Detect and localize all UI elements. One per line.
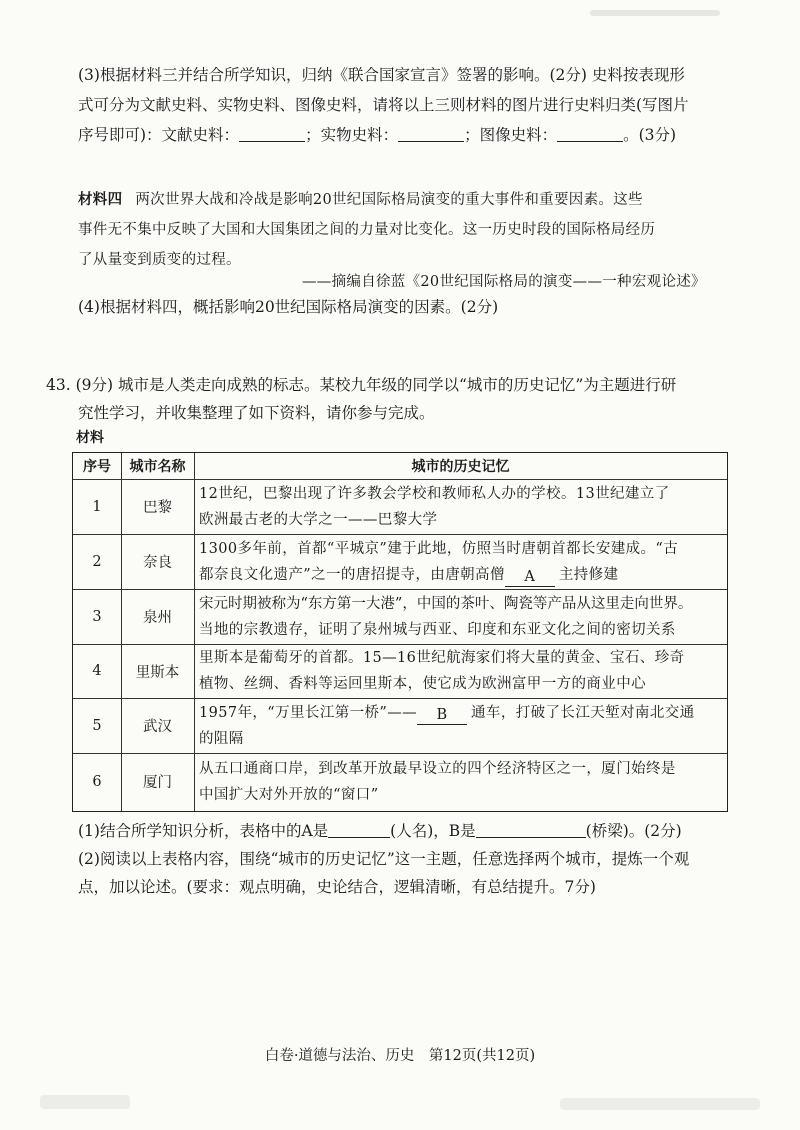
q43-sub2-line1: (2)阅读以上表格内容，围绕“城市的历史记忆”这一主题，任意选择两个城市，提炼一个观 [78,850,690,868]
memory-line1: 1957年，“万里长江第一桥”—— B 通车，打破了长江天堑对南北交通 [199,705,695,723]
memory-line1: 1300多年前，首都“平城京”建于此地，仿照当时唐朝首都长安建成。“古 [199,541,679,557]
table-row-city: 里斯本 [135,664,180,681]
q42-sub3-line3 [78,120,676,150]
memory-line2: 都奈良文化遗产”之一的唐招提寺，由唐朝高僧 A 主持修建 [199,567,619,585]
table-row-num: 4 [92,663,102,679]
table-row-city: 巴黎 [143,500,172,516]
q42-sub3-line2: 式可分为文献史料、实物史料、图像史料，请将以上三则材料的图片进行史料归类(写图片 [78,96,689,114]
table-row-memory [199,481,725,533]
q43-sub1: (1)结合所学知识分析，表格中的A是 (人名)，B是 (桥梁)。(2分) [78,816,682,846]
table-header-memory: 城市的历史记忆 [411,459,510,475]
memory-line1: 里斯本是葡萄牙的首都。15—16世纪航海家们将大量的黄金、宝石、珍奇 [199,650,685,666]
material4-source: ——摘编自徐蓝《20世纪国际格局的演变——一种宏观论述》 [302,274,706,290]
table-row-memory [199,700,725,752]
memory-line2: 欧洲最古老的大学之一——巴黎大学 [199,512,438,528]
table-row-memory [199,536,725,588]
q42-sub3-label-obj: ；实物史料： [305,126,399,144]
answer-blank-bridge[interactable] [476,819,586,838]
q42-sub3-score: 。(3分) [623,126,677,144]
q43-material-label: 材料 [76,430,104,446]
material4-text1: 两次世界大战和冷战是影响20世纪国际格局演变的重大事件和重要因素。这些 [135,192,643,208]
q43-intro-line1: 43. (9分) 城市是人类走向成熟的标志。某校九年级的同学以“城市的历史记忆”为主题进行研 [46,376,677,394]
q43-intro-line2: 究性学习，并收集整理了如下资料，请你参与完成。 [78,404,435,422]
scan-smudge [590,10,720,16]
material4-line2: 事件无不集中反映了大国和大国集团之间的力量对比变化。这一历史时段的国际格局经历 [78,222,656,238]
answer-blank-doc[interactable] [239,123,305,142]
material4-line1 [78,185,643,215]
table-row-num: 6 [92,773,102,790]
scan-smudge [40,1095,130,1109]
material4-line3: 了从量变到质变的过程。 [78,252,241,268]
table-row-city: 武汉 [143,719,172,735]
memory-line2: 植物、丝绸、香料等运回里斯本，使它成为欧洲富甲一方的商业中心 [199,676,646,692]
memory-line2: 的阻隔 [199,731,244,747]
q42-sub4: (4)根据材料四，概括影响20世纪国际格局演变的因素。(2分) [78,298,499,316]
table-row-num: 2 [92,553,102,570]
table-header-num: 序号 [83,459,111,475]
table-header-city: 城市名称 [129,459,186,475]
memory-line2: 中国扩大对外开放的“窗口” [199,787,379,803]
scan-smudge [560,1098,760,1110]
q42-sub3-label-doc: 序号即可)：文献史料： [78,126,240,144]
answer-blank-img[interactable] [557,123,623,142]
table-row-memory [199,591,725,643]
q43-sub2-line2: 点，加以论述。(要求：观点明确，史论结合，逻辑清晰，有总结提升。7分) [78,878,596,896]
q42-sub3-line1: (3)根据材料三并结合所学知识，归纳《联合国家宣言》签署的影响。(2分) 史料按表现形 [78,66,685,84]
page-footer: 白卷·道德与法治、历史 第12页(共12页) [264,1048,536,1064]
material4-label: 材料四 [78,191,123,208]
table-row-num: 5 [92,717,102,734]
table-row-num: 1 [92,498,102,515]
table-row-city: 奈良 [143,555,172,571]
answer-blank-obj[interactable] [398,123,464,142]
memory-line1: 宋元时期被称为“东方第一大港”，中国的茶叶、陶瓷等产品从这里走向世界。 [199,596,693,612]
table-row-city: 泉州 [143,610,172,626]
q42-sub3-label-img: ；图像史料： [464,126,558,144]
memory-line2: 当地的宗教遗存，证明了泉州城与西亚、印度和东亚文化之间的密切关系 [199,622,676,638]
table-row-memory [199,645,725,697]
city-history-table [72,452,728,812]
table-row-num: 3 [92,608,102,625]
answer-blank-B[interactable]: B [417,706,467,725]
memory-line1: 从五口通商口岸，到改革开放最早设立的四个经济特区之一，厦门始终是 [199,761,676,777]
answer-blank-person[interactable] [328,819,390,838]
memory-line1: 12世纪，巴黎出现了许多教会学校和教师私人办的学校。13世纪建立了 [199,486,670,502]
table-row-memory [199,756,725,808]
answer-blank-A[interactable]: A [505,568,555,587]
table-row-city: 厦门 [143,775,172,791]
